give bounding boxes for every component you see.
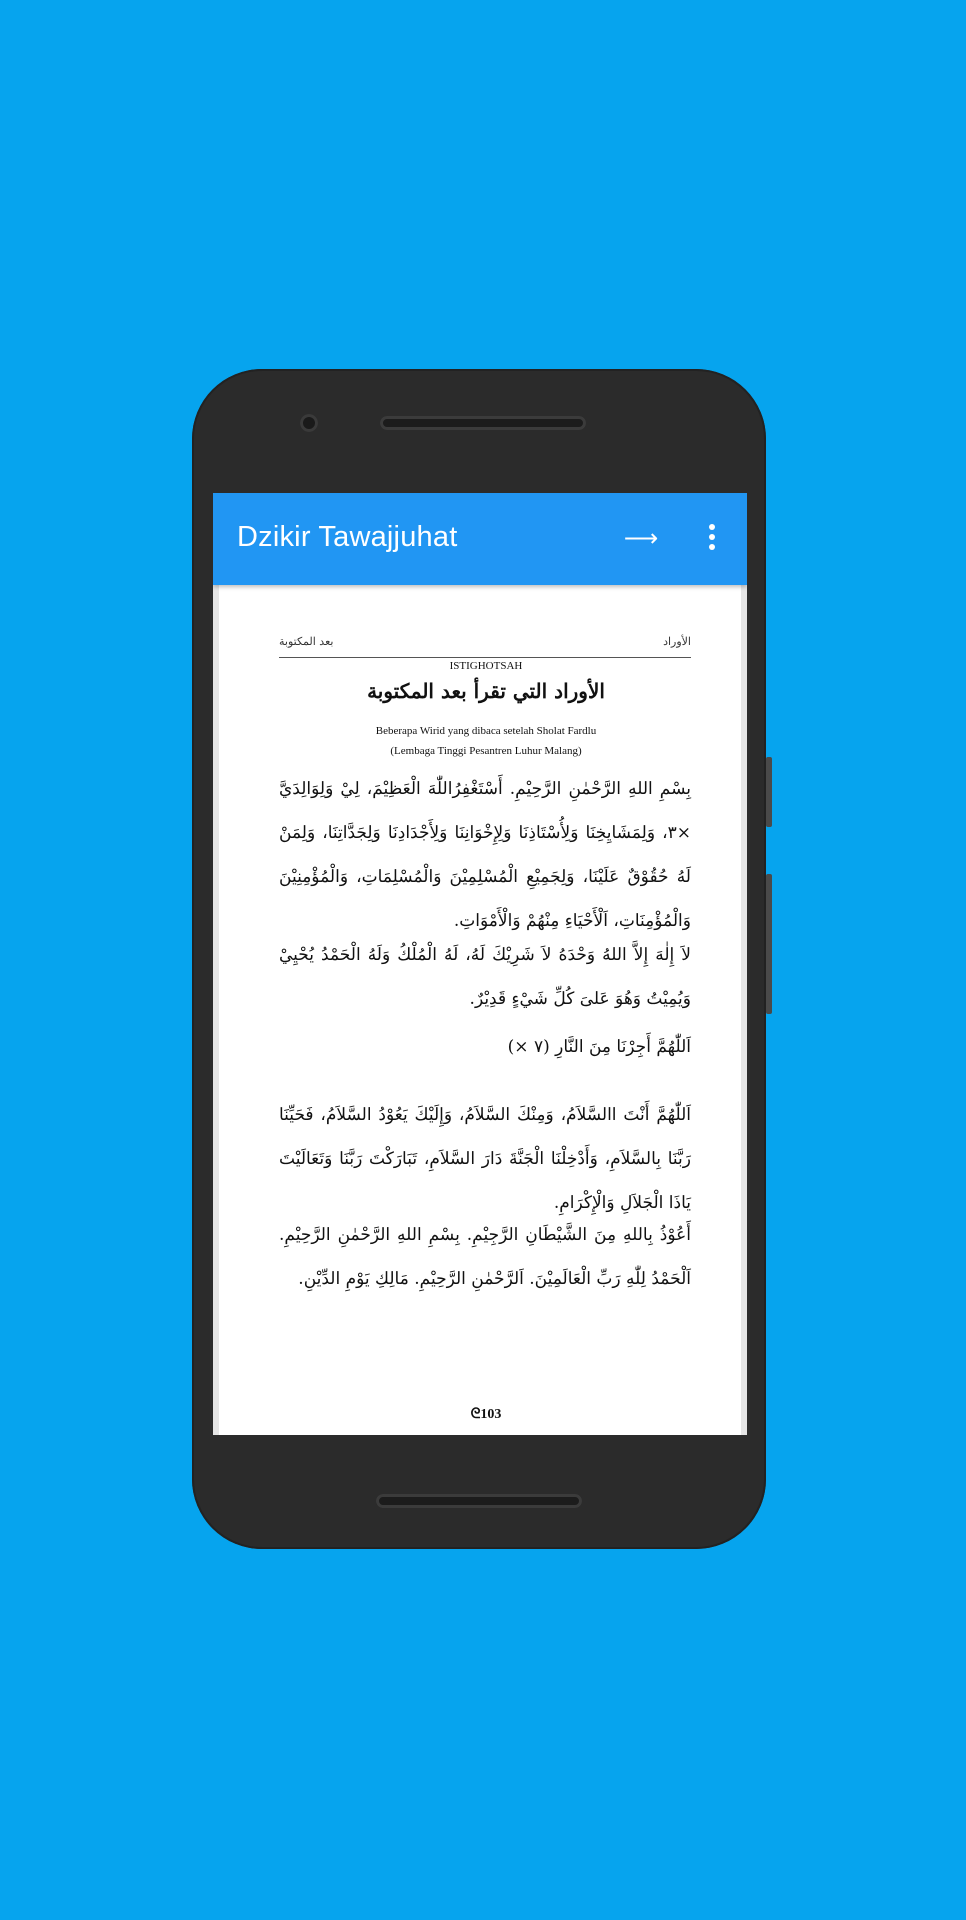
top-speaker <box>380 416 586 430</box>
page-header <box>279 635 691 658</box>
institution-label: (Lembaga Tinggi Pesantren Luhur Malang) <box>390 745 582 757</box>
power-button <box>766 874 772 1014</box>
more-vertical-icon[interactable] <box>705 521 719 557</box>
page-number: ᘓ103 <box>470 1407 502 1422</box>
header-right: الأوراد <box>663 635 691 648</box>
tahlil-paragraph: لاَ إِلٰهَ إِلاَّ اللهُ وَحْدَهُ لاَ شَرِيْكَ لَهُ، لَهُ الْمُلْكُ وَلَهُ الْحَمْدُ يُحْيِيْ وَيُمِيْتُ وَهُوَ عَلىَ كُلِّ شَيْءٍ قَدِيْرٌ. <box>279 945 691 1009</box>
istighfar-paragraph: بِسْمِ اللهِ الرَّحْمٰنِ الرَّحِيْمِ. أَسْتَغْفِرُاللّٰهَ الْعَظِيْمَ، لِيْ وَلِوَالِدَيَّ ×٣، وَلِمَشَايِخِنَا وَلِأُسْتَاذِنَا وَلِإِخْوَانِنَا وَلِأَجْدَادِنَا وَلِجَدَّاتِنَا، وَلِمَنْ لَهُ حُقُوْقٌ عَلَيْنَا، وَلِجَمِيْعِ الْمُسْلِمِيْنَ وَالْمُسْلِمَاتِ، وَالْمُؤْمِنِيْنَ وَالْمُؤْمِنَاتِ، اَلْأَحْيَاءِ مِنْهُمْ وَالْأَمْوَاتِ. <box>279 779 691 931</box>
phone-frame <box>192 369 766 1549</box>
page-subtitle: Beberapa Wirid yang dibaca setelah Sholat Fardlu <box>375 725 597 737</box>
ajirna-paragraph: اَللّٰهُمَّ أَجِرْنَا مِنَ النَّارِ (٧ ×) <box>507 1037 691 1057</box>
page-title: الأوراد التي تقرأ بعد المكتوبة <box>367 679 605 703</box>
volume-button <box>766 757 772 827</box>
salam-paragraph: اَللّٰهُمَّ أَنْتَ االسَّلاَمُ، وَمِنْكَ السَّلاَمُ، وَإِلَيْكَ يَعُوْدُ السَّلاَمُ، فَحَيِّنَا رَبَّنَا بِالسَّلاَمِ، وَأَدْخِلْنَا الْجَنَّةَ دَارَ السَّلاَمِ، تَبَارَكْتَ رَبَّنَا وَتَعَالَيْتَ يَاذَا الْجَلاَلِ وَالْإِكْرَامِ. <box>279 1105 691 1213</box>
fatihah-paragraph: أَعُوْذُ بِاللهِ مِنَ الشَّيْطَانِ الرَّجِيْمِ. بِسْمِ اللهِ الرَّحْمٰنِ الرَّحِيْمِ. اَلْحَمْدُ لِلّٰهِ رَبِّ الْعَالَمِيْنَ. اَلرَّحْمٰنِ الرَّحِيْمِ. مَالِكِ يَوْمِ الدِّيْنِ. <box>279 1225 691 1289</box>
document-page[interactable] <box>213 585 747 1435</box>
front-camera <box>300 414 318 432</box>
app-screen <box>213 493 747 1435</box>
bottom-speaker <box>376 1494 582 1508</box>
header-left: بعد المكتوبة <box>279 635 334 648</box>
arrow-right-icon[interactable]: ⟶ <box>623 524 659 552</box>
section-label: ISTIGHOTSAH <box>449 660 523 672</box>
app-title: Dzikir Tawajjuhat <box>237 521 458 553</box>
app-bar <box>213 493 747 585</box>
